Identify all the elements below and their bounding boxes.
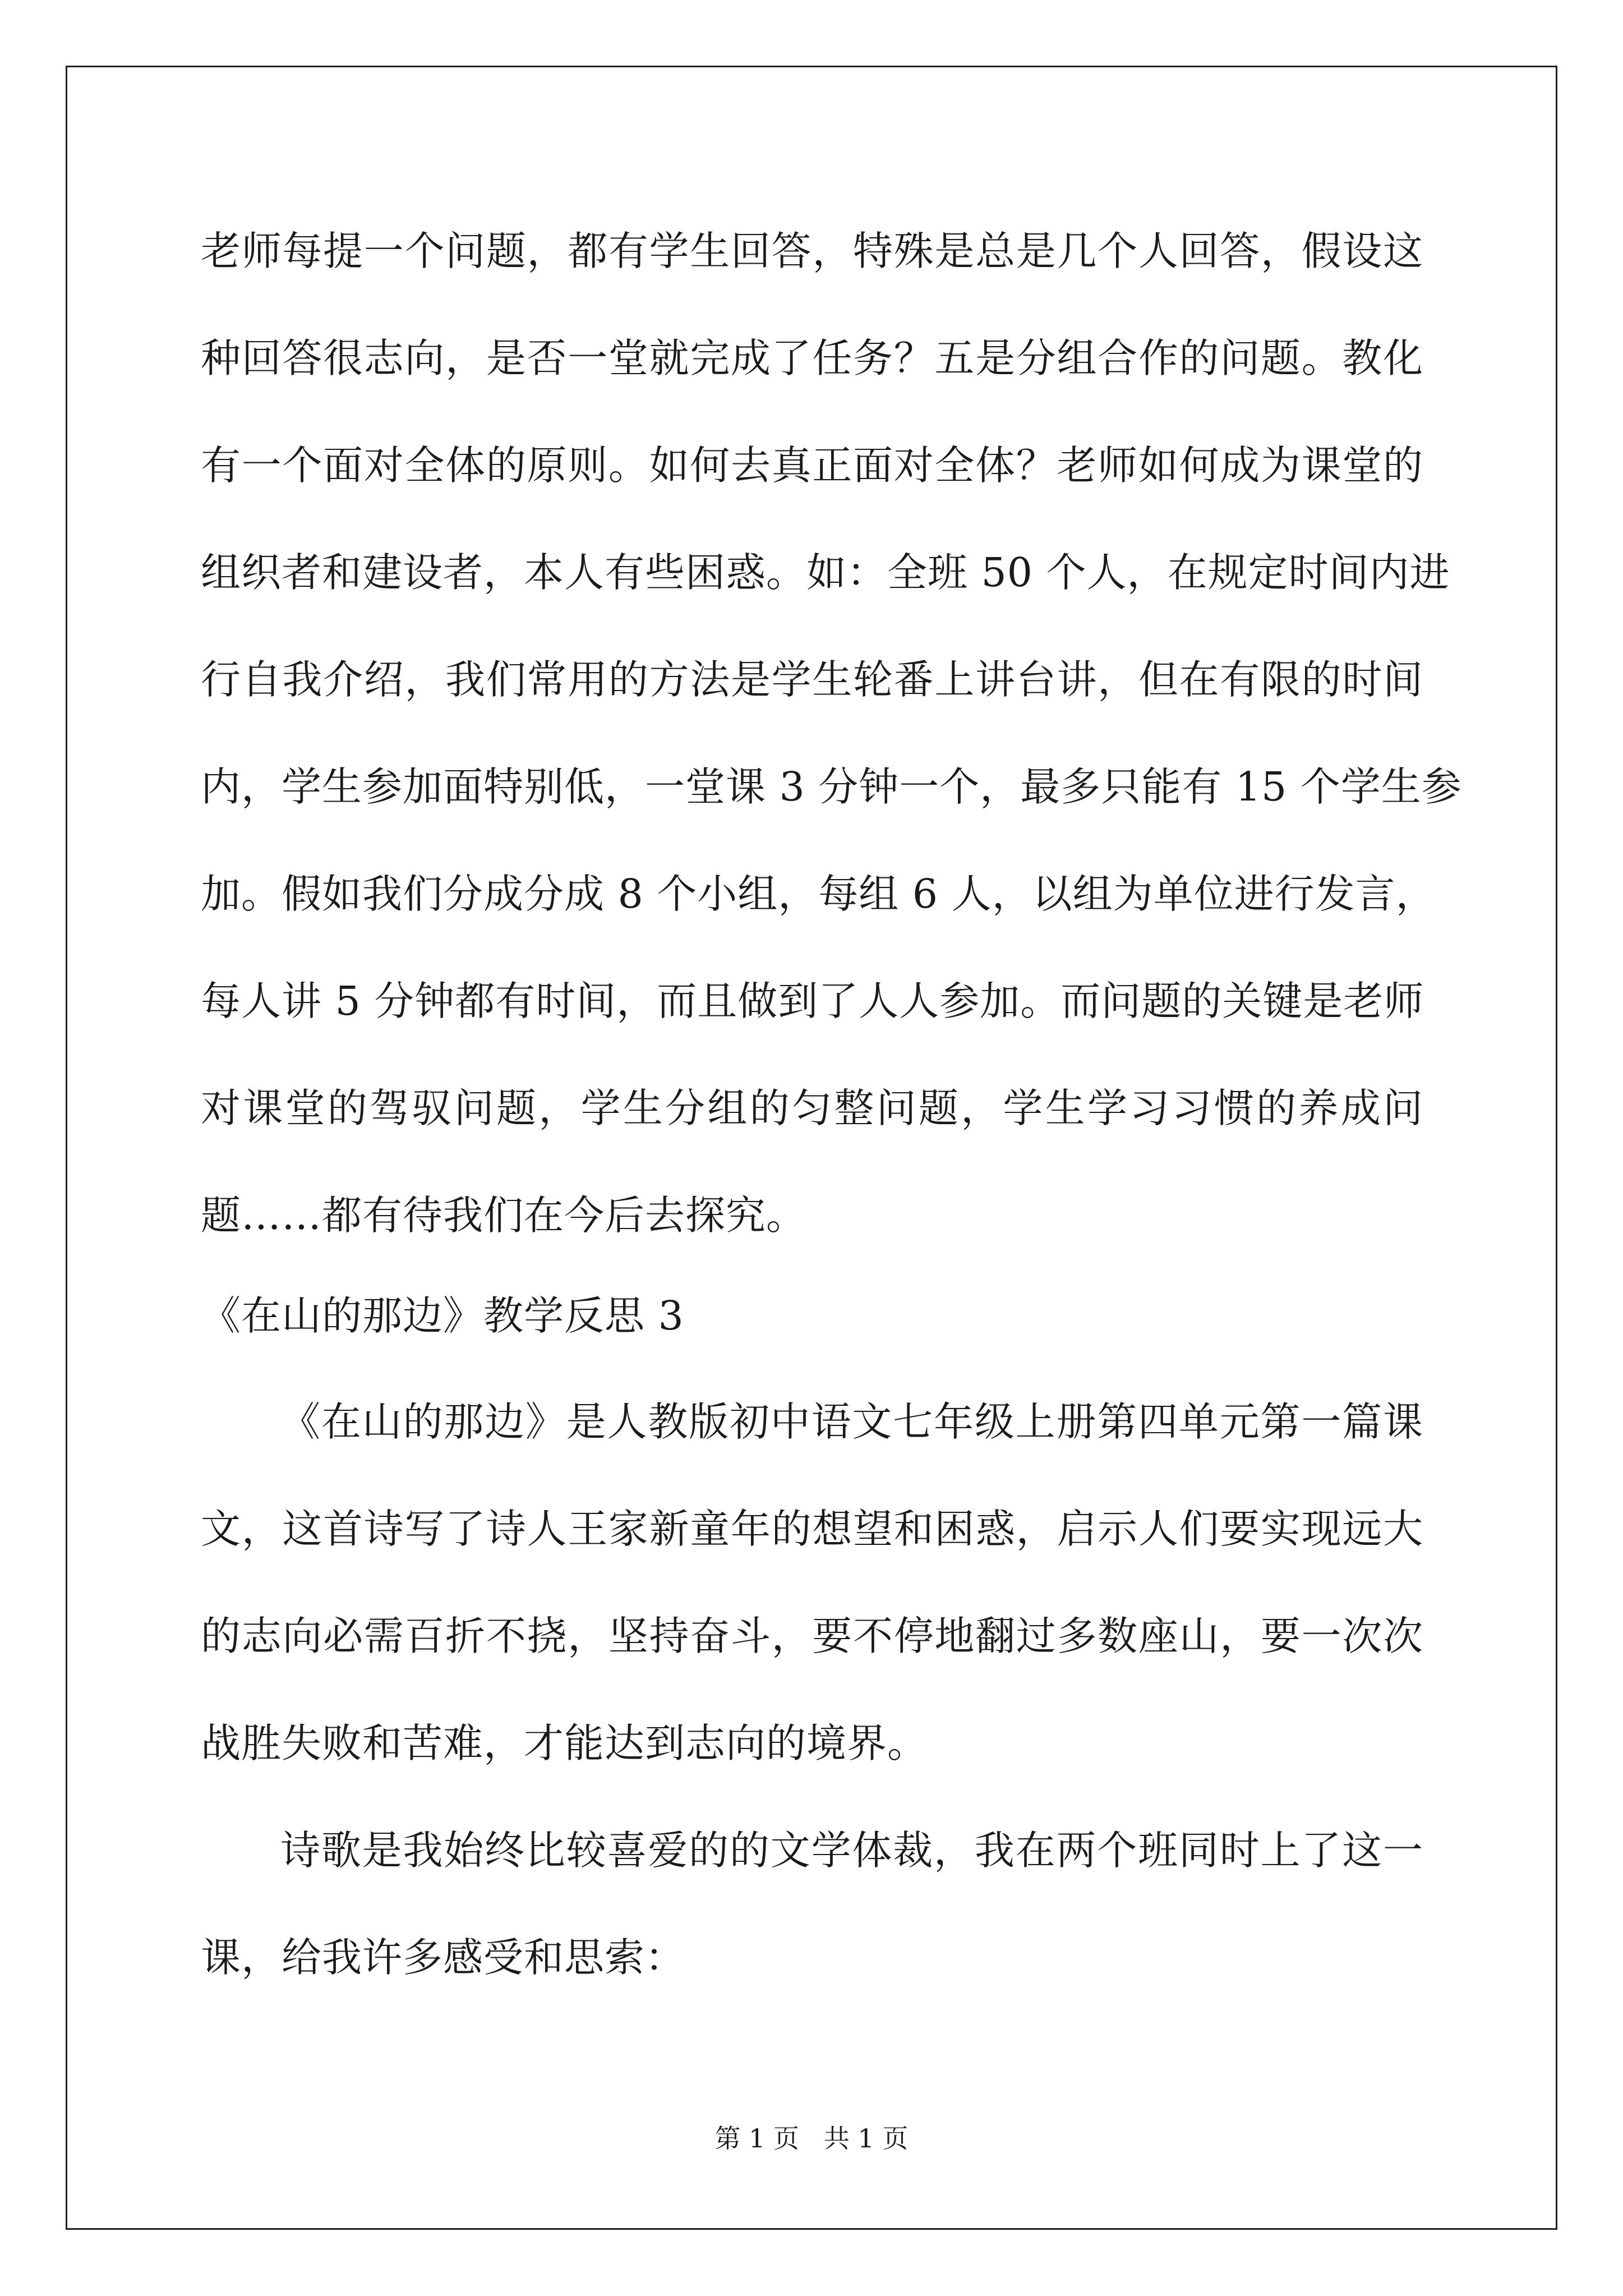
page-number: 第 1 页 共 1 页 [714,2123,909,2154]
text-line: 的志向必需百折不挠，坚持奋斗，要不停地翻过多数座山，要一次次 [201,1613,1423,1659]
text-line: 加。假如我们分成分成 8 个小组，每组 6 人，以组为单位进行发言， [201,871,1436,917]
text-line: 种回答很志向，是否一堂就完成了任务？五是分组合作的问题。教化 [201,335,1423,381]
text-line: 文，这首诗写了诗人王家新童年的想望和困惑，启示人们要实现远大 [201,1506,1423,1552]
text-line: 内，学生参加面特别低，一堂课 3 分钟一个，最多只能有 15 个学生参 [201,763,1462,810]
text-line: 有一个面对全体的原则。如何去真正面对全体？老师如何成为课堂的 [201,442,1423,489]
text-line: 战胜失败和苦难，才能达到志向的境界。 [201,1720,928,1766]
text-line: 对课堂的驾驭问题，学生分组的匀整问题，学生学习习惯的养成问 [201,1085,1423,1131]
text-line: 每人讲 5 分钟都有时间，而且做到了人人参加。而问题的关键是老师 [201,978,1424,1024]
text-line: 《在山的那边》是人教版初中语文七年级上册第四单元第一篇课 [280,1398,1423,1445]
text-line: 组织者和建设者，本人有些困惑。如：全班 50 个人，在规定时间内进 [201,549,1450,596]
text-line: 行自我介绍，我们常用的方法是学生轮番上讲台讲，但在有限的时间 [201,656,1423,703]
text-line: 题……都有待我们在今后去探究。 [201,1192,807,1239]
text-line: 课，给我许多感受和思索： [201,1934,686,1981]
section-heading: 《在山的那边》教学反思 3 [201,1292,684,1339]
text-line: 老师每提一个问题，都有学生回答，特殊是总是几个人回答，假设这 [201,228,1423,274]
text-line: 诗歌是我始终比较喜爱的的文学体裁，我在两个班同时上了这一 [280,1827,1423,1874]
